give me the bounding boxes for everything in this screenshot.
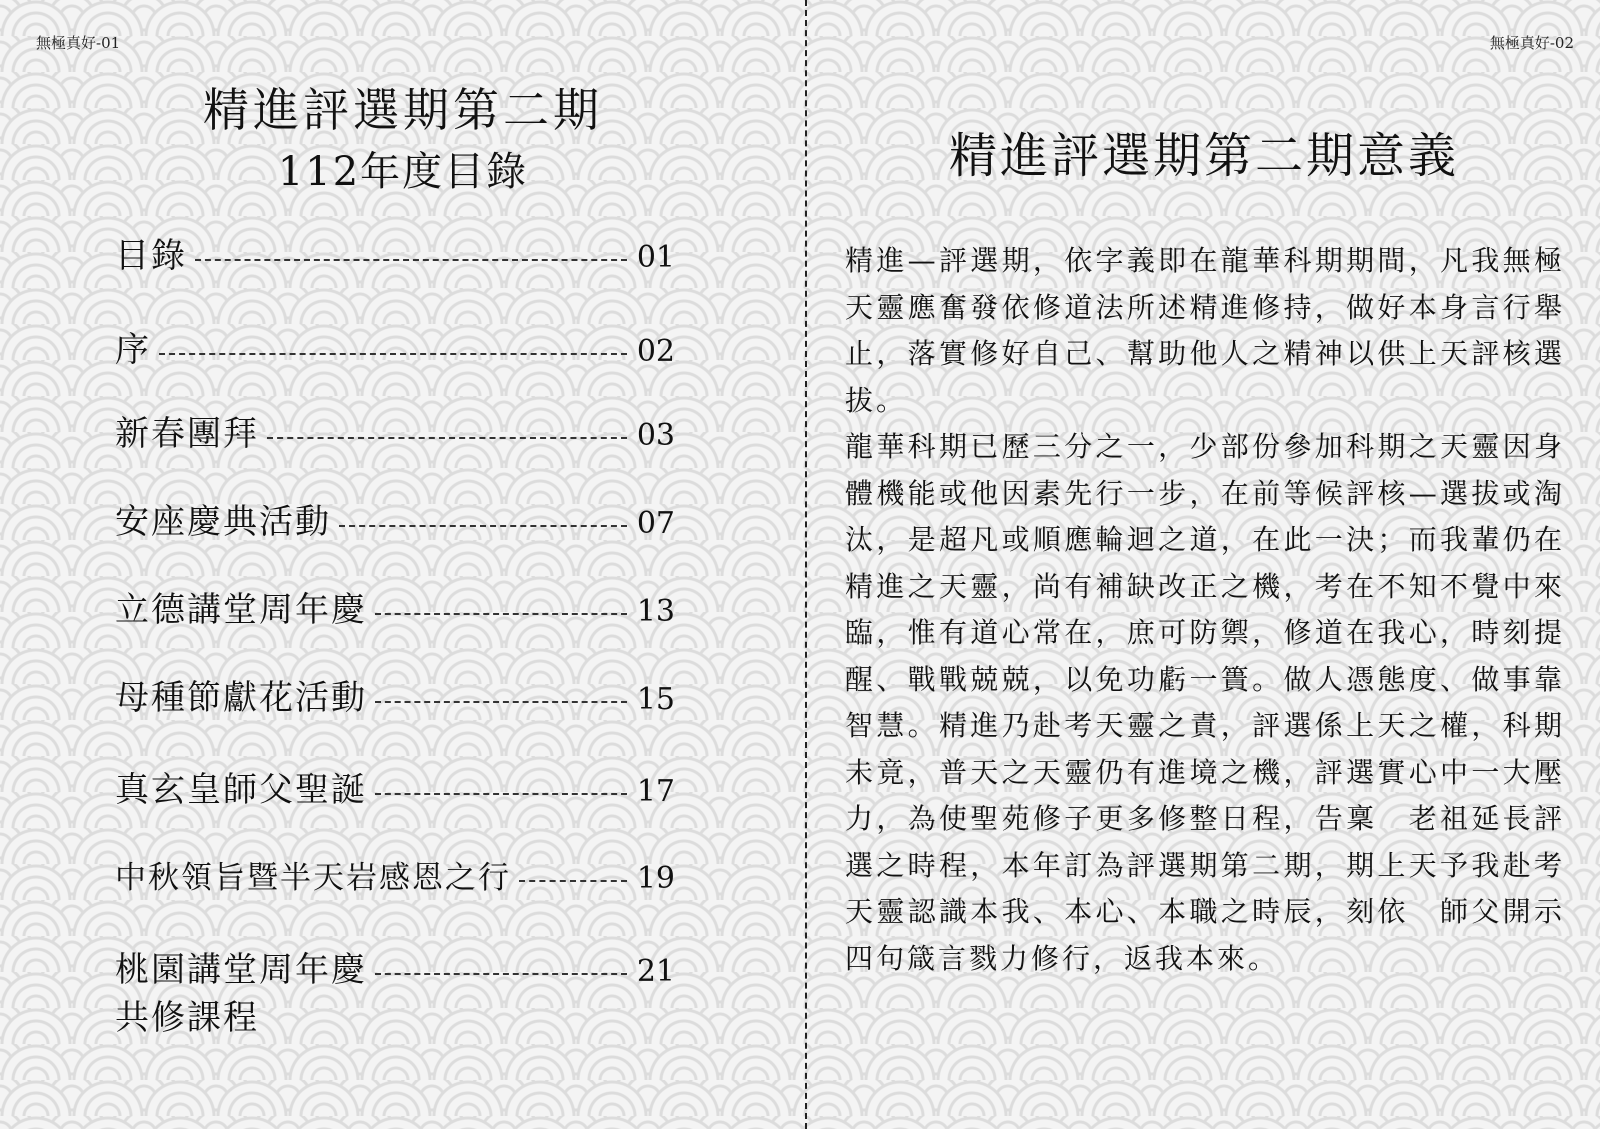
toc-leader (375, 973, 627, 975)
toc-item-label: 序 (115, 330, 151, 370)
toc-item-page: 17 (636, 774, 675, 809)
toc-item[interactable] (115, 852, 675, 897)
toc-item-label: 安座慶典活動 (115, 502, 331, 542)
toc-leader (375, 793, 627, 795)
article-title: 精進評選期第二期意義 (948, 128, 1459, 184)
article-paragraph: 精進—評選期，依字義即在龍華科期期間，凡我無極天靈應奮發依修道法所述精進修持，做好本身言行舉止，落實修好自己、幫助他人之精神以供上天評核選拔。 (845, 244, 1565, 417)
toc-leader (267, 437, 627, 439)
toc-item[interactable] (115, 942, 675, 991)
toc-leader (375, 701, 627, 703)
toc-item-page: 21 (636, 954, 675, 989)
toc-item-label: 中秋領旨暨半天岩感恩之行 (115, 860, 511, 896)
toc-item[interactable] (115, 406, 675, 455)
toc-item-page: 03 (636, 418, 675, 453)
toc-item[interactable] (115, 322, 675, 371)
toc-item-label: 母種節獻花活動 (115, 678, 367, 718)
toc-subtitle: 112年度目錄 (277, 149, 529, 195)
toc-item[interactable] (115, 228, 675, 277)
article-body (845, 238, 1565, 982)
toc-item-page: 13 (636, 594, 675, 629)
toc-title: 精進評選期第二期 (203, 83, 603, 137)
toc-leader (375, 613, 627, 615)
toc-leader (339, 525, 627, 527)
toc-item-page: 07 (636, 506, 675, 541)
toc-item-page: 19 (636, 861, 675, 896)
toc-item-label: 真玄皇師父聖誕 (115, 770, 367, 810)
right-page-number: 無極真好-02 (1489, 34, 1574, 52)
left-page-number: 無極真好-01 (36, 34, 121, 52)
toc-item[interactable] (115, 762, 675, 811)
toc-leader (195, 259, 627, 261)
toc-item-label: 新春團拜 (115, 414, 259, 454)
toc-item-page: 01 (636, 240, 675, 275)
toc-item[interactable] (115, 670, 675, 719)
toc-item-label: 立德講堂周年慶 (115, 590, 367, 630)
toc-item-label: 目錄 (115, 236, 187, 276)
toc-leader (519, 880, 627, 882)
toc-item[interactable] (115, 582, 675, 631)
toc-item[interactable] (115, 494, 675, 543)
toc-leader (159, 353, 627, 355)
toc-item-page: 02 (636, 334, 675, 369)
article-paragraph: 龍華科期已歷三分之一，少部份參加科期之天靈因身體機能或他因素先行一步，在前等候評核—選拔或淘汰，是超凡或順應輪迴之道，在此一決；而我輩仍在精進之天靈，尚有補缺改正之機，考在不知不覺中來臨，惟有道心常在，庶可防禦，修道在我心，時刻提醒、戰戰兢兢，以免功虧一簣。做人憑態度、做事靠智慧。精進乃赴考天靈之責，評選係上天之權，科期未竟，普天之天靈仍有進境之機，評選實心中一大壓力，為使聖苑修子更多修整日程，告稟 老祖延長評選之時程，本年訂為評選期第二期，期上天予我赴考天靈認識本我、本心、本職之時辰，刻依 師父開示四句箴言戮力修行，返我本來。 (845, 430, 1565, 975)
toc-item-label: 桃園講堂周年慶 (115, 950, 367, 990)
toc-item-continuation: 共修課程 (115, 998, 259, 1038)
toc-item-page: 15 (636, 682, 675, 717)
